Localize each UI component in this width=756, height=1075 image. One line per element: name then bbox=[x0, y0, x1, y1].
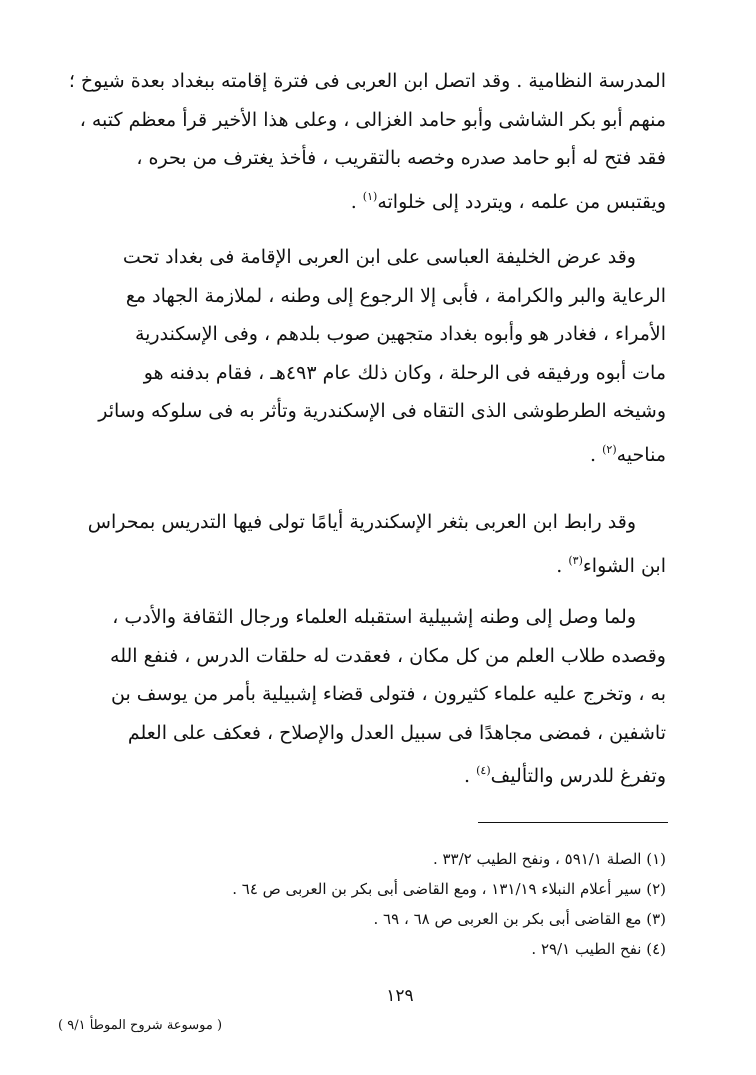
series-label: ( موسوعة شروح الموطأ ٩/١ ) bbox=[58, 1018, 223, 1033]
text-line: فقد فتح له أبو حامد صدره وخصه بالتقريب ، فأخذ يغترف من بحره ، bbox=[136, 147, 666, 169]
text-run: ويقتبس من علمه ، ويتردد إلى خلواته bbox=[377, 190, 666, 213]
text-line: الأمراء ، فغادر هو وأبوه بغداد متجهين صوب بلدهم ، وفى الإسكندرية bbox=[134, 323, 666, 345]
text-line: منهم أبو بكر الشاشى وأبو حامد الغزالى ، وعلى هذا الأخير قرأ معظم كتبه ، bbox=[79, 108, 666, 131]
text-line: المدرسة النظامية . وقد اتصل ابن العربى فى فترة إقامته ببغداد بعدة شيوخ ؛ bbox=[68, 70, 666, 92]
text-run: . bbox=[590, 443, 603, 466]
footnote-4: (٤) نفح الطيب ٢٩/١ . bbox=[531, 940, 666, 958]
text-line: وقصده طلاب العلم من كل مكان ، فعقدت له حلقات الدرس ، فنفع الله bbox=[110, 644, 666, 667]
footnotes bbox=[200, 844, 666, 964]
text-line bbox=[120, 752, 666, 796]
text-line: تاشفين ، فمضى مجاهدًا فى سبيل العدل والإصلاح ، فعكف على العلم bbox=[127, 721, 666, 744]
text-run: ابن الشواء bbox=[582, 554, 666, 577]
text-line bbox=[120, 542, 666, 586]
text-line: الرعاية والبر والكرامة ، فأبى إلا الرجوع إلى وطنه ، لملازمة الجهاد مع bbox=[125, 284, 666, 307]
text-run: وتفرغ للدرس والتأليف bbox=[490, 765, 666, 787]
footnote-marker: (٣) bbox=[568, 553, 583, 567]
footnote-separator bbox=[478, 822, 668, 823]
paragraph-1 bbox=[68, 62, 666, 221]
text-line: وقد رابط ابن العربى بثغر الإسكندرية أيامًا تولى فيها التدريس بمحراس bbox=[87, 511, 636, 533]
footnote-marker: (٤) bbox=[476, 764, 491, 777]
paragraph-2 bbox=[98, 238, 666, 474]
text-line: وقد عرض الخليفة العباسى على ابن العربى الإقامة فى بغداد تحت bbox=[122, 246, 636, 268]
text-line: به ، وتخرج عليه علماء كثيرون ، فتولى قضاء إشبيلية بأمر من يوسف بن bbox=[111, 683, 666, 705]
paragraph-4 bbox=[110, 598, 666, 796]
footnote-1: (١) الصلة ٥٩١/١ ، ونفح الطيب ٣٣/٢ . bbox=[432, 850, 666, 868]
footnote-2: (٢) سير أعلام النبلاء ١٣١/١٩ ، ومع القاضى أبى بكر بن العربى ص ٦٤ . bbox=[232, 880, 666, 898]
text-line: مات أبوه ورفيقه فى الرحلة ، وكان ذلك عام ٤٩٣هـ ، فقام بدفنه هو bbox=[143, 361, 666, 384]
text-line bbox=[120, 178, 666, 222]
text-run: . bbox=[556, 554, 569, 577]
text-run: . bbox=[464, 765, 477, 787]
text-line bbox=[120, 431, 666, 475]
footnote-3: (٣) مع القاضى أبى بكر بن العربى ص ٦٨ ، ٦٩ . bbox=[373, 910, 666, 928]
paragraph-3 bbox=[87, 503, 666, 585]
text-run: مناحيه bbox=[616, 443, 666, 466]
footnote-marker: (١) bbox=[362, 189, 378, 203]
footnote-marker: (٢) bbox=[602, 442, 617, 456]
page-number: ١٢٩ bbox=[386, 986, 414, 1006]
text-run: . bbox=[350, 190, 363, 213]
text-line: ولما وصل إلى وطنه إشبيلية استقبله العلماء ورجال الثقافة والأدب ، bbox=[112, 606, 636, 628]
text-line: وشيخه الطرطوشى الذى التقاه فى الإسكندرية وتأثر به فى سلوكه وسائر bbox=[98, 400, 666, 422]
